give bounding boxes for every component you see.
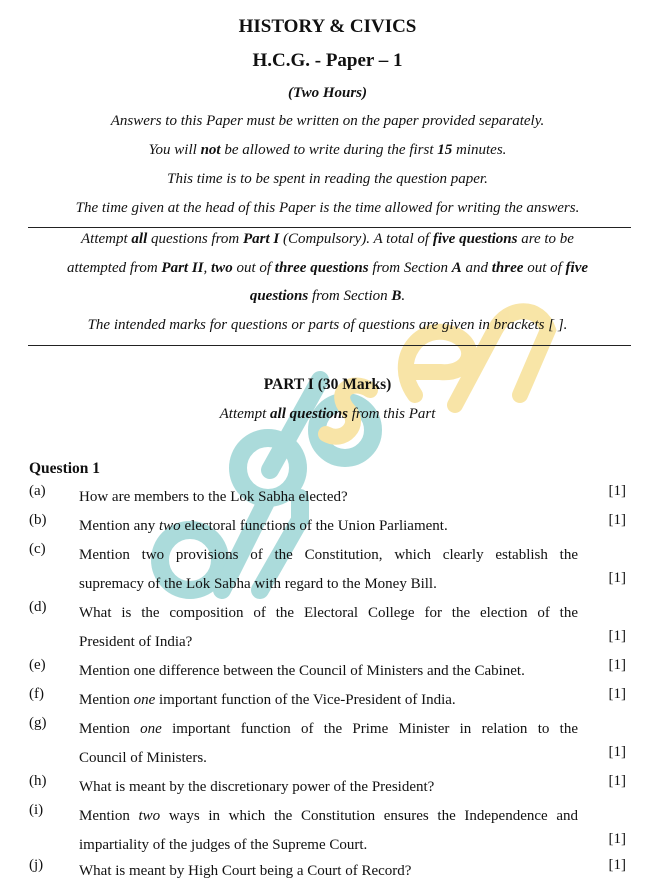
item-marks: [1] [608, 570, 626, 586]
item-label: (f) [29, 686, 44, 702]
text-run: Attempt [219, 406, 271, 422]
emphasis: Part II [161, 260, 204, 276]
emphasis: two [159, 518, 181, 534]
paper-title: H.C.G. - Paper – 1 [252, 50, 403, 71]
text-run: electoral functions of the Union Parliament. [180, 518, 448, 534]
part-title: PART I (30 Marks) [263, 376, 392, 393]
text-run: are to be [517, 231, 574, 247]
item-marks: [1] [608, 857, 626, 873]
part-subtitle [0, 406, 655, 423]
emphasis: five [565, 260, 589, 276]
divider-top [28, 227, 631, 228]
emphasis: A [451, 260, 462, 276]
item-text-line-1 [79, 715, 578, 744]
item-label: (d) [29, 599, 47, 615]
item-text [79, 512, 578, 541]
instruction-line-1: Answers to this Paper must be written on the paper provided separately. [110, 113, 545, 129]
emphasis: all questions [270, 406, 348, 422]
item-text: What is meant by High Court being a Court of Record? [79, 863, 412, 879]
attempt-line-3 [0, 288, 655, 305]
text-run: out of [232, 260, 275, 276]
emphasis: two [138, 808, 161, 824]
text-run: questions from [147, 231, 243, 247]
item-marks: [1] [608, 483, 626, 499]
item-marks: [1] [608, 657, 626, 673]
instruction-line-2 [0, 142, 655, 159]
attempt-line-1 [0, 231, 655, 248]
emphasis-not: not [200, 142, 221, 158]
item-label: (e) [29, 657, 46, 673]
text-run: Mention [79, 721, 141, 737]
item-text [79, 686, 578, 715]
item-text-line-1: Mention two provisions of the Constitution, which clearly establish the [79, 547, 578, 563]
emphasis: three [491, 260, 524, 276]
item-text-line-1: What is the composition of the Electoral College for the election of the [79, 605, 578, 621]
divider-bottom [28, 345, 631, 346]
text-run: Attempt [81, 231, 132, 247]
emphasis: two [211, 260, 233, 276]
item-label: (b) [29, 512, 47, 528]
item-text-line-2: supremacy of the Lok Sabha with regard to the Money Bill. [79, 576, 437, 592]
duration: (Two Hours) [287, 85, 368, 101]
text-run: important function of the Prime Minister in relation to the [161, 721, 578, 737]
emphasis: questions [249, 288, 309, 304]
item-marks: [1] [608, 686, 626, 702]
item-label: (h) [29, 773, 47, 789]
item-marks: [1] [608, 512, 626, 528]
text-run: , [203, 260, 212, 276]
emphasis-minutes: 15 [437, 142, 453, 158]
emphasis: one [133, 692, 156, 708]
text-run: minutes. [452, 142, 507, 158]
emphasis: B [391, 288, 402, 304]
item-label: (i) [29, 802, 44, 818]
text-run: . [401, 288, 406, 304]
item-text-line-2: President of India? [79, 634, 193, 650]
item-marks: [1] [608, 773, 626, 789]
text-run: from this Part [347, 406, 436, 422]
emphasis: Part I [242, 231, 280, 247]
item-label: (c) [29, 541, 46, 557]
emphasis: all [131, 231, 148, 247]
text-run: from Section [368, 260, 452, 276]
text-run: out of [523, 260, 566, 276]
item-label: (j) [29, 857, 44, 873]
text-run: and [461, 260, 492, 276]
item-text-line-2: impartiality of the judges of the Supreme Court. [79, 837, 368, 853]
item-text: How are members to the Lok Sabha elected? [79, 489, 348, 505]
emphasis: one [140, 721, 162, 737]
item-label: (g) [29, 715, 47, 731]
item-marks: [1] [608, 628, 626, 644]
item-text-line-2: Council of Ministers. [79, 750, 207, 766]
emphasis: five questions [432, 231, 518, 247]
text-run: be allowed to write during the first [220, 142, 438, 158]
text-run: ways in which the Constitution ensures the Independence and [160, 808, 578, 824]
text-run: Mention [79, 808, 139, 824]
item-label: (a) [29, 483, 46, 499]
question-heading: Question 1 [29, 460, 101, 477]
item-text: What is meant by the discretionary power of the President? [79, 779, 435, 795]
text-run: important function of the Vice-President of India. [155, 692, 456, 708]
text-run: You will [148, 142, 201, 158]
instruction-line-3: This time is to be spent in reading the question paper. [167, 171, 488, 187]
subject-title: HISTORY & CIVICS [238, 16, 417, 37]
marks-note: The intended marks for questions or parts of questions are given in brackets [ ]. [87, 317, 568, 333]
item-text-line-1 [79, 802, 578, 831]
text-run: Mention any [79, 518, 159, 534]
instruction-line-4: The time given at the head of this Paper is the time allowed for writing the answers. [75, 200, 580, 216]
text-run: Mention [79, 692, 134, 708]
emphasis: three questions [274, 260, 369, 276]
text-run: (Compulsory). A total of [279, 231, 433, 247]
attempt-line-2 [0, 260, 655, 277]
item-marks: [1] [608, 744, 626, 760]
text-run: attempted from [66, 260, 162, 276]
item-text: Mention one difference between the Council of Ministers and the Cabinet. [79, 663, 525, 679]
text-run: from Section [308, 288, 392, 304]
item-marks: [1] [608, 831, 626, 847]
